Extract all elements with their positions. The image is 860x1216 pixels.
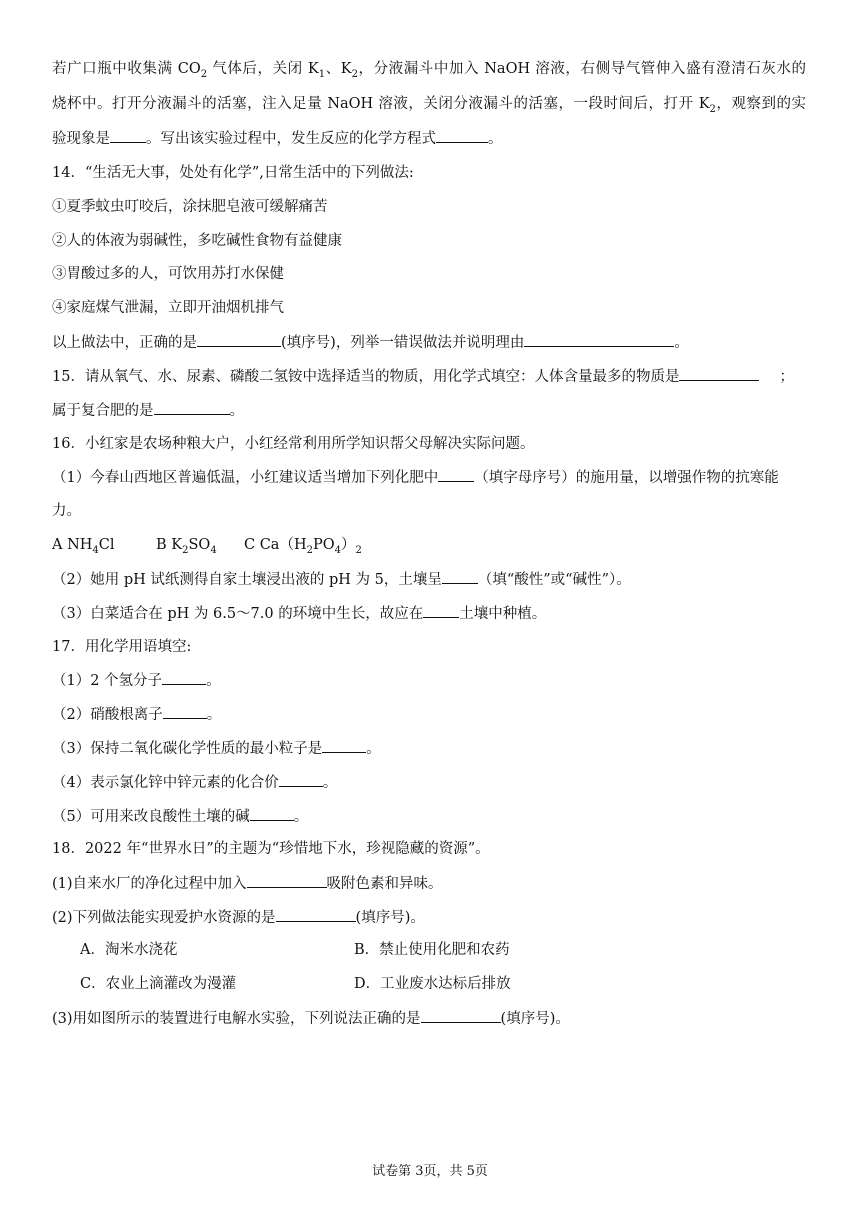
q17-item-3: （3）保持二氧化碳化学性质的最小粒子是 。: [52, 738, 381, 759]
q13-line-3: 验现象是 。写出该实验过程中，发生反应的化学方程式 。: [52, 128, 503, 149]
answer-blank[interactable]: [436, 128, 488, 143]
answer-blank[interactable]: [110, 128, 146, 143]
answer-blank[interactable]: [163, 704, 207, 719]
q13-line-1: 若广口瓶中收集满 $CO_2$ 气体后，关闭 $K_1$、$K_2$，分液漏斗中加入 NaOH 溶液，右侧导气管伸入盛有澄清石灰水的: [52, 61, 806, 80]
q18-stem: 18．2022 年“世界水日”的主题为“珍惜地下水，珍视隐藏的资源”。: [52, 841, 490, 857]
q16-part-1-cont: 力。: [52, 503, 81, 519]
answer-blank[interactable]: [442, 569, 478, 584]
q13-line-2: 烧杯中。打开分液漏斗的活塞，注入足量 NaOH 溶液，关闭分液漏斗的活塞，一段时间后，打开 $K_2$，观察到的实: [52, 96, 806, 115]
q15-line-2: 属于复合肥的是 。: [52, 400, 244, 421]
answer-blank[interactable]: [438, 467, 474, 482]
q18-option-d: D．工业废水达标后排放: [354, 976, 511, 992]
q18-part-3: (3)用如图所示的装置进行电解水实验，下列说法正确的是 (填序号)。: [52, 1008, 570, 1029]
q17-item-1: （1）2 个氢分子 。: [52, 670, 221, 691]
q16-part-1: （1）今春山西地区普遍低温，小红建议适当增加下列化肥中 （填字母序号）的施用量，以增强作物的抗寒能: [52, 467, 779, 488]
q14-stem: 14．“生活无大事，处处有化学”,日常生活中的下列做法:: [52, 165, 414, 181]
q14-item-2: ②人的体液为弱碱性，多吃碱性食物有益健康: [52, 233, 342, 249]
q18-option-a: A．淘米水浇花: [80, 942, 178, 958]
q18-option-c: C．农业上滴灌改为漫灌: [80, 976, 237, 992]
q18-part-1: (1)自来水厂的净化过程中加入 吸附色素和异味。: [52, 873, 443, 894]
page-footer: 试卷第 3页，共 5页: [372, 1164, 488, 1179]
q18-part-2: (2)下列做法能实现爱护水资源的是 (填序号)。: [52, 907, 425, 928]
answer-blank[interactable]: [247, 873, 327, 888]
answer-blank[interactable]: [423, 603, 459, 618]
answer-blank[interactable]: [279, 772, 323, 787]
q14-question: 以上做法中，正确的是 (填序号)，列举一错误做法并说明理由 。: [52, 332, 689, 353]
q17-stem: 17．用化学用语填空:: [52, 639, 192, 655]
answer-blank[interactable]: [197, 332, 281, 347]
q15-line-1: 15．请从氧气、水、尿素、磷酸二氢铵中选择适当的物质，用化学式填空：人体含量最多的物质是 ；: [52, 366, 794, 387]
answer-blank[interactable]: [524, 332, 674, 347]
answer-blank[interactable]: [322, 738, 366, 753]
q14-item-3: ③胃酸过多的人，可饮用苏打水保健: [52, 266, 284, 282]
q14-item-1: ①夏季蚊虫叮咬后，涂抹肥皂液可缓解痛苦: [52, 199, 328, 215]
answer-blank[interactable]: [421, 1008, 501, 1023]
answer-blank[interactable]: [679, 366, 759, 381]
answer-blank[interactable]: [276, 907, 356, 922]
q16-option-a: A $NH_4Cl$: [52, 537, 115, 556]
q14-item-4: ④家庭煤气泄漏，立即开油烟机排气: [52, 300, 284, 316]
q18-option-b: B．禁止使用化肥和农药: [354, 942, 510, 958]
q16-stem: 16．小红家是农场种粮大户，小红经常利用所学知识帮父母解决实际问题。: [52, 436, 535, 452]
q16-option-c: C $Ca(H_2PO_4)_2$: [244, 537, 362, 556]
answer-blank[interactable]: [154, 400, 230, 415]
q16-part-2: （2）她用 pH 试纸测得自家土壤浸出液的 pH 为 5，土壤呈 （填“酸性”或“碱性”）。: [52, 569, 631, 590]
answer-blank[interactable]: [250, 806, 294, 821]
answer-blank[interactable]: [162, 670, 206, 685]
q17-item-4: （4）表示氯化锌中锌元素的化合价 。: [52, 772, 337, 793]
q17-item-5: （5）可用来改良酸性土壤的碱 。: [52, 806, 308, 827]
q16-option-b: B $K_2SO_4$: [156, 537, 217, 556]
q16-part-3: （3）白菜适合在 pH 为 6.5～7.0 的环境中生长，故应在 土壤中种植。: [52, 603, 546, 624]
q17-item-2: （2）硝酸根离子 。: [52, 704, 221, 725]
